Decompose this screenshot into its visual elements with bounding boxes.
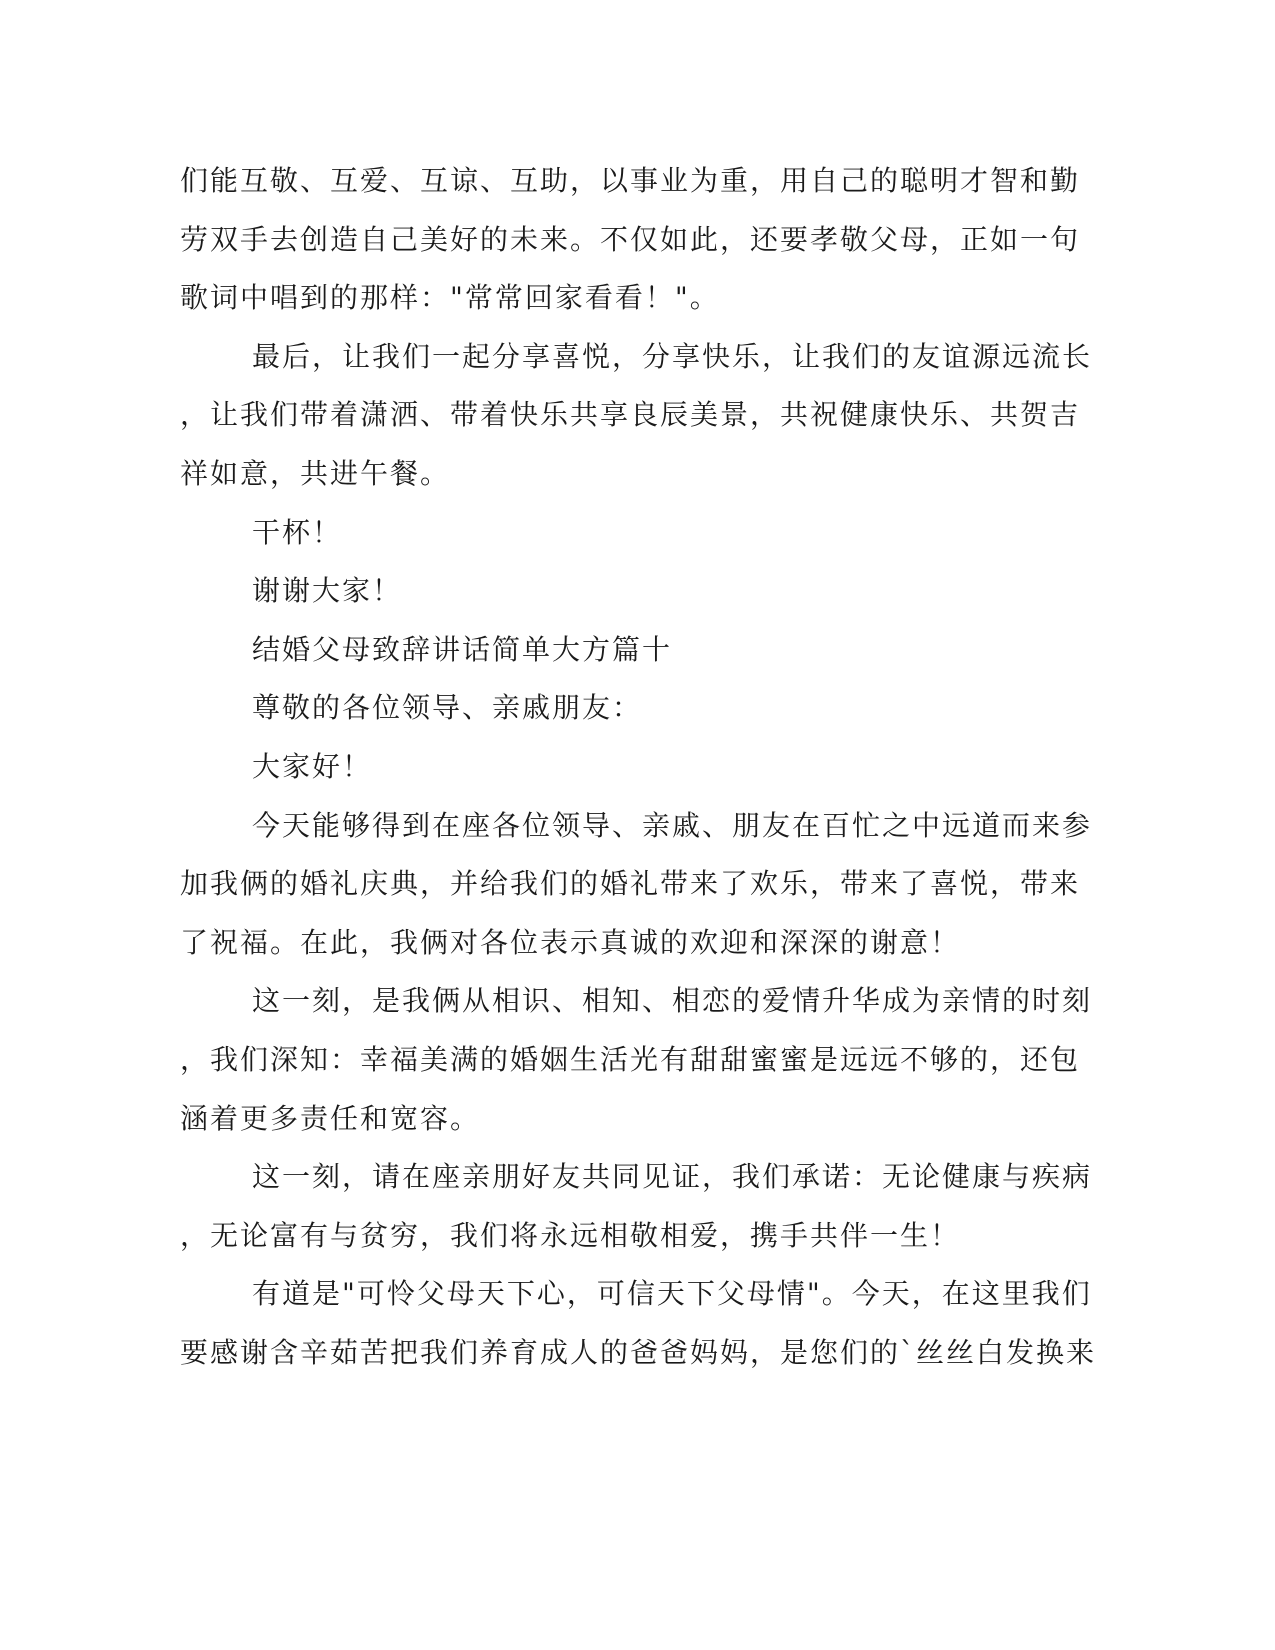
text-line: ，让我们带着潇洒、带着快乐共享良辰美景，共祝健康快乐、共贺吉 <box>180 398 1081 432</box>
greeting: 大家好！ <box>252 749 373 783</box>
text-line: 涵着更多责任和宽容。 <box>180 1101 481 1135</box>
text-line: 这一刻，是我俩从相识、相知、相恋的爱情升华成为亲情的时刻 <box>252 984 1093 1018</box>
document-body <box>180 152 1097 1382</box>
text-line: 要感谢含辛茹苦把我们养育成人的爸爸妈妈，是您们的`丝丝白发换来 <box>180 1335 1097 1369</box>
text-line: 了祝福。在此，我俩对各位表示真诚的欢迎和深深的谢意！ <box>180 925 961 959</box>
text-line: 这一刻，请在座亲朋好友共同见证，我们承诺：无论健康与疾病 <box>252 1160 1093 1194</box>
text-line: 谢谢大家！ <box>252 574 403 608</box>
section-heading: 结婚父母致辞讲话简单大方篇十 <box>252 632 673 666</box>
text-line: 祥如意，共进午餐。 <box>180 456 451 490</box>
text-line: ，我们深知：幸福美满的婚姻生活光有甜甜蜜蜜是远远不够的，还包 <box>180 1042 1081 1076</box>
text-line: ，无论富有与贫穷，我们将永远相敬相爱，携手共伴一生！ <box>180 1218 961 1252</box>
text-line: 们能互敬、互爱、互谅、互助，以事业为重，用自己的聪明才智和勤 <box>180 164 1081 197</box>
text-line: 有道是"可怜父母天下心，可信天下父母情"。今天，在这里我们 <box>252 1277 1092 1311</box>
text-line: 加我俩的婚礼庆典，并给我们的婚礼带来了欢乐，带来了喜悦，带来 <box>180 867 1081 901</box>
salutation: 尊敬的各位领导、亲戚朋友： <box>252 691 643 725</box>
text-line: 劳双手去创造自己美好的未来。不仅如此，还要孝敬父母，正如一句 <box>180 222 1081 256</box>
text-line: 今天能够得到在座各位领导、亲戚、朋友在百忙之中远道而来参 <box>252 808 1093 842</box>
text-line: 干杯！ <box>252 515 343 549</box>
text-line: 最后，让我们一起分享喜悦，分享快乐，让我们的友谊源远流长 <box>252 339 1093 373</box>
text-line: 歌词中唱到的那样："常常回家看看！"。 <box>180 281 720 315</box>
